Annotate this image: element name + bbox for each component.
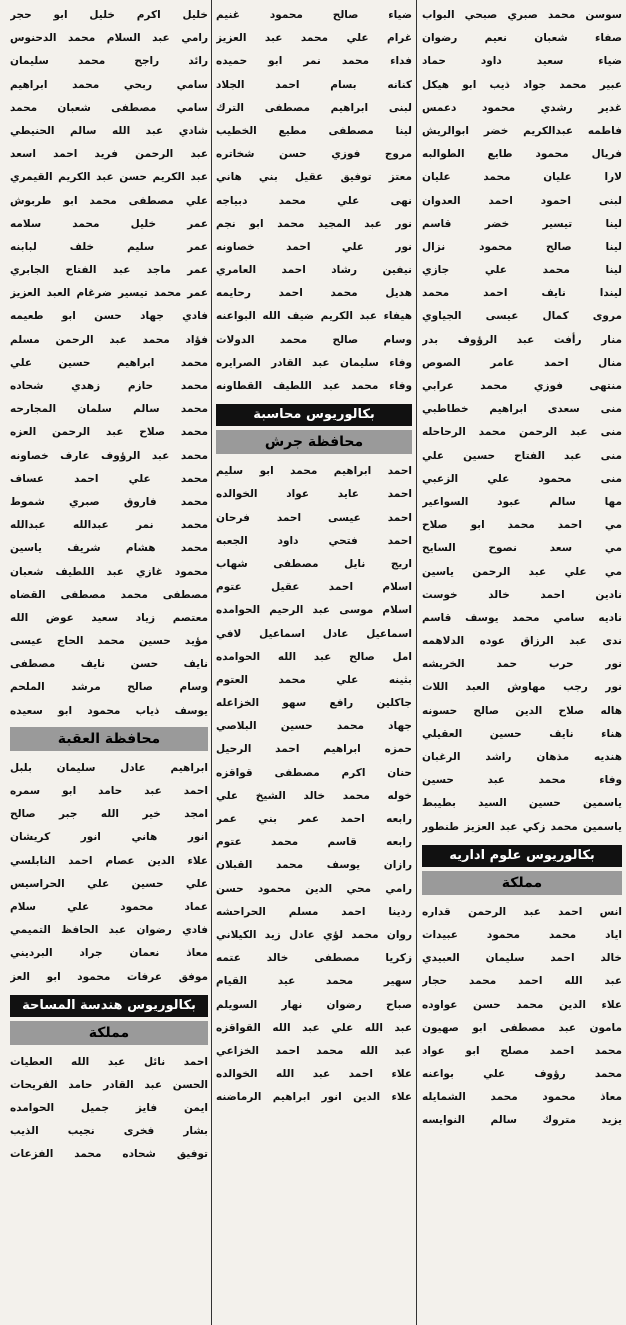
list-item: يوسف ذياب محمود ابو سعيده: [10, 704, 208, 717]
list-item: جاكلين رافع سهو الخزاعله: [216, 697, 412, 710]
list-item: منار رأفت عبد الرؤوف بدر: [422, 333, 622, 346]
list-item: مي علي عبد الرحمن ياسين: [422, 565, 622, 578]
list-item: منى عبد الفتاح حسين علي: [422, 449, 622, 462]
list-item: معتز توفيق عقيل بني هاني: [216, 171, 412, 184]
list-item: محمود غازي عبد اللطيف شعبان: [10, 565, 208, 578]
list-item: محمد علي احمد عساف: [10, 472, 208, 485]
list-item: الحسن عبد القادر حامد الفريحات: [10, 1078, 208, 1091]
list-item: اسماعيل عادل اسماعيل لافي: [216, 627, 412, 640]
list-item: حنان اكرم مصطفى قواقزه: [216, 766, 412, 779]
section-subtitle: مملكة: [422, 871, 622, 895]
list-item: ياسمين حسين السيد بطيبط: [422, 797, 622, 810]
list-item: معتصم زياد سعيد عوض الله: [10, 611, 208, 624]
list-item: نيفين رشاد احمد العامري: [216, 264, 412, 277]
list-item: علي حسين علي الحراسيس: [10, 877, 208, 890]
list-item: شادي عبد الله سالم الحنيطي: [10, 124, 208, 137]
list-item: خليل اكرم خليل ابو حجر: [10, 9, 208, 21]
list-item: عماد محمود علي سلام: [10, 900, 208, 913]
list-item: نور علي احمد خصاونه: [216, 240, 412, 253]
list-item: وسام صالح مرشد الملحم: [10, 681, 208, 694]
section-subtitle: مملكة: [10, 1021, 208, 1045]
list-item: نور عبد المجيد محمد ابو نجم: [216, 217, 412, 230]
section-subtitle: محافظة العقبة: [10, 727, 208, 751]
name-list: [422, 901, 622, 1133]
list-item: ابراهيم عادل سليمان بلبل: [10, 761, 208, 774]
list-item: معاذ محمود محمد الشمايله: [422, 1091, 622, 1104]
list-item: احمد فتحي داود الجعبه: [216, 534, 412, 547]
list-item: علاء الدين محمد حسن عواوده: [422, 998, 622, 1011]
list-item: حمزه ابراهيم احمد الرحيل: [216, 743, 412, 756]
list-item: رامي عبد السلام محمد الدحنوس: [10, 32, 208, 45]
list-item: هيفاء عبد الكريم ضيف الله البواعنه: [216, 310, 412, 323]
list-item: ندى عبد الرزاق عوده الدلاهمه: [422, 635, 622, 648]
list-item: لارا عليان محمد عليان: [422, 171, 622, 184]
name-list: [216, 4, 412, 398]
list-item: رازان يوسف محمد القبلان: [216, 859, 412, 872]
list-item: وفاء محمد عبد حسين: [422, 774, 622, 787]
list-item: محمد فاروق صبري شموط: [10, 495, 208, 508]
list-item: محمد حازم زهدي شحاده: [10, 380, 208, 392]
list-item: علي مصطفى محمد ابو طربوش: [10, 194, 208, 207]
list-item: سامي مصطفى شعبان محمد: [10, 101, 208, 114]
list-item: معاذ نعمان جراد البرديني: [10, 947, 208, 960]
list-item: احمد نائل عبد الله العطيات: [10, 1055, 208, 1068]
list-item: رامي محي الدين محمود حسن: [216, 882, 412, 895]
list-item: لبنى ابراهيم مصطفى الترك: [216, 101, 412, 114]
list-item: محمد هشام شريف ياسين: [10, 542, 208, 555]
list-item: ضياء صالح محمود غنيم: [216, 9, 412, 21]
list-item: منال احمد عامر الصوص: [422, 356, 622, 369]
list-item: امجد خير الله جبر صالح: [10, 808, 208, 821]
list-item: مصطفى محمد مصطفى القضاه: [10, 588, 208, 601]
list-item: هاله صلاح الدين صالح حسونه: [422, 704, 622, 717]
list-item: فاطمه عبدالكريم خضر ابوالريش: [422, 124, 622, 137]
list-item: محمد عبد الرؤوف عارف خصاونه: [10, 449, 208, 462]
list-item: زكريا مصطفى خالد عتمه: [216, 952, 412, 965]
list-item: روان محمد لؤي عادل زيد الكيلاني: [216, 928, 412, 941]
list-item: اياد محمد محمود عبيدات: [422, 928, 622, 941]
list-item: هنديه مذهان راشد الرغبان: [422, 751, 622, 763]
list-item: مي احمد محمد ابو صلاح: [422, 519, 622, 532]
list-item: عمر ماجد عبد الفتاح الجابري: [10, 264, 208, 277]
list-item: اسلام موسى عبد الرحيم الحوامده: [216, 604, 412, 617]
column-divider: [211, 0, 212, 1325]
list-item: خوله محمد خالد الشيخ علي: [216, 789, 412, 802]
list-item: صفاء شعبان نعيم رضوان: [422, 32, 622, 45]
list-item: نور حرب حمد الخريشه: [422, 658, 622, 671]
list-item: احمد ابراهيم محمد ابو سليم: [216, 465, 412, 478]
list-item: ليندا نايف احمد محمد: [422, 287, 622, 300]
list-item: رابعه احمد عمر بني عمر: [216, 813, 412, 825]
name-list: [216, 460, 412, 1109]
list-item: كنانه بسام احمد الجلاد: [216, 78, 412, 91]
list-item: منتهى فوزي محمد عرابي: [422, 380, 622, 392]
list-item: موفق عرفات محمود ابو العز: [10, 970, 208, 983]
list-item: رائد راجح محمد سليمان: [10, 55, 208, 68]
list-item: احمد عيسى احمد فرحان: [216, 511, 412, 524]
list-item: مروى كمال عيسى الجياوي: [422, 310, 622, 323]
list-item: عبد الله محمد احمد الخزاعي: [216, 1044, 412, 1057]
list-item: احمد عايد عواد الخوالده: [216, 488, 412, 501]
list-item: عمر سليم خلف لبابنه: [10, 240, 208, 253]
list-item: خالد احمد سليمان العبيدي: [422, 952, 622, 965]
list-item: انس احمد عبد الرحمن قداره: [422, 905, 622, 918]
list-item: علاء الدين انور ابراهيم الرماضنه: [216, 1091, 412, 1104]
list-item: اسلام احمد عقيل عتوم: [216, 581, 412, 594]
list-item: مروج فوزي حسن شخاتره: [216, 148, 412, 161]
list-item: فداء محمد نمر ابو حميده: [216, 55, 412, 68]
list-item: ردينا احمد مسلم الحراحشه: [216, 905, 412, 918]
list-item: مي سعد نصوح السايح: [422, 542, 622, 555]
list-item: امل صالح عبد الله الحوامده: [216, 650, 412, 663]
list-item: محمد ابراهيم حسين علي: [10, 356, 208, 369]
list-item: فؤاد محمد عبد الرحمن مسلم: [10, 333, 208, 346]
list-item: لينا تيسير خضر قاسم: [422, 217, 622, 230]
list-item: محمد سالم سلمان المجارحه: [10, 403, 208, 416]
list-item: بثينه علي محمد العتوم: [216, 673, 412, 686]
list-item: ضياء سعيد داود حماد: [422, 55, 622, 68]
list-item: محمد صلاح عبد الرحمن العزه: [10, 426, 208, 439]
list-item: هديل محمد احمد رحايمه: [216, 287, 412, 300]
column-divider: [416, 0, 417, 1325]
list-item: محمد احمد مصلح ابو عواد: [422, 1044, 622, 1057]
list-item: فادي جهاد حسن ابو طعيمه: [10, 310, 208, 323]
column-1: [422, 4, 622, 1325]
name-list: [10, 1051, 208, 1167]
list-item: منى سعدى ابراهيم خطاطبي: [422, 403, 622, 416]
list-item: ياسمين محمد زكي عبد العزيز طنطور: [422, 820, 622, 833]
list-item: عمر خليل محمد سلامه: [10, 217, 208, 230]
list-item: احمد عبد حامد ابو سمره: [10, 785, 208, 797]
list-item: هناء نايف حسين العقيلي: [422, 727, 622, 740]
list-item: لينا محمد علي جازي: [422, 264, 622, 277]
list-item: رابعه قاسم محمد عتوم: [216, 836, 412, 849]
list-item: سهير محمد عيد القيام: [216, 975, 412, 988]
list-item: بشار فخرى نجيب الذيب: [10, 1125, 208, 1138]
list-item: عبير محمد جواد ذيب ابو هيكل: [422, 78, 622, 91]
list-item: علاء الدين عصام احمد النابلسي: [10, 854, 208, 867]
list-item: منى عبد الرحمن محمد الرحاحله: [422, 426, 622, 439]
list-item: علاء احمد عبد الله الخوالده: [216, 1068, 412, 1081]
list-item: وفاء محمد عبد اللطيف القطاونه: [216, 380, 412, 392]
list-item: ايمن فايز جميل الحوامده: [10, 1102, 208, 1115]
section-subtitle: محافظة جرش: [216, 430, 412, 454]
list-item: مؤيد حسين محمد الحاج عيسى: [10, 635, 208, 648]
list-item: فادي رضوان عبد الحافظ التميمي: [10, 924, 208, 937]
list-item: محمد نمر عبدالله عبدالله: [10, 519, 208, 532]
list-item: انور هاني انور كريشان: [10, 831, 208, 844]
section-title: بكالوريوس هندسة المساحة: [10, 995, 208, 1017]
list-item: توفيق شحاده محمد الفزعات: [10, 1148, 208, 1161]
list-item: عمر محمد تيسير ضرغام العبد العزيز: [10, 287, 208, 300]
list-item: عبد الكريم حسن عبد الكريم القيمري: [10, 171, 208, 184]
list-item: لبنى احمود احمد العدوان: [422, 194, 622, 207]
list-item: ناديه سامي محمد يوسف قاسم: [422, 611, 622, 624]
list-item: وسام صالح محمد الدولات: [216, 333, 412, 346]
list-item: مامون عبد مصطفى ابو صهيون: [422, 1021, 622, 1034]
list-item: وفاء سليمان عبد القادر الصرايره: [216, 356, 412, 369]
list-item: سامي ربحي محمد ابراهيم: [10, 78, 208, 91]
list-item: نايف حسن نايف مصطفى: [10, 658, 208, 671]
list-item: نهى علي محمد دبياجه: [216, 194, 412, 207]
list-item: منى محمود علي الزعبي: [422, 472, 622, 485]
list-item: نادين احمد خالد خوست: [422, 588, 622, 601]
list-item: نور رجب مهاوش العبد اللات: [422, 681, 622, 694]
section-title: بكالوريوس محاسبة: [216, 404, 412, 426]
list-item: سوسن محمد صبري صبحي البواب: [422, 9, 622, 21]
list-item: غرام علي محمد عبد العزيز: [216, 32, 412, 45]
column-2: [216, 4, 412, 1325]
column-3: [10, 4, 208, 1325]
section-title: بكالوريوس علوم اداريه: [422, 845, 622, 867]
list-item: محمد رؤوف علي بواعنه: [422, 1068, 622, 1081]
list-item: اريج نايل مصطفى شهاب: [216, 557, 412, 570]
list-item: غدير رشدي محمود دعمس: [422, 101, 622, 114]
list-item: لينا صالح محمود نزال: [422, 240, 622, 253]
list-item: لينا مصطفى مطيع الخطيب: [216, 124, 412, 137]
list-item: عبد الله علي عبد الله القواقزه: [216, 1021, 412, 1034]
list-item: عبد الرحمن فريد احمد اسعد: [10, 148, 208, 161]
list-item: عبد الله احمد محمد حجار: [422, 975, 622, 988]
name-list: [422, 4, 622, 839]
name-list: [10, 4, 208, 723]
list-item: مها سالم عبود السواعير: [422, 495, 622, 508]
list-item: فريال محمود طايع الطوالبه: [422, 148, 622, 161]
list-item: صباح رضوان نهار السويلم: [216, 998, 412, 1011]
list-item: يزيد متروك سالم النوايسه: [422, 1114, 622, 1127]
name-list: [10, 757, 208, 989]
list-item: جهاد محمد حسين البلاصي: [216, 720, 412, 733]
